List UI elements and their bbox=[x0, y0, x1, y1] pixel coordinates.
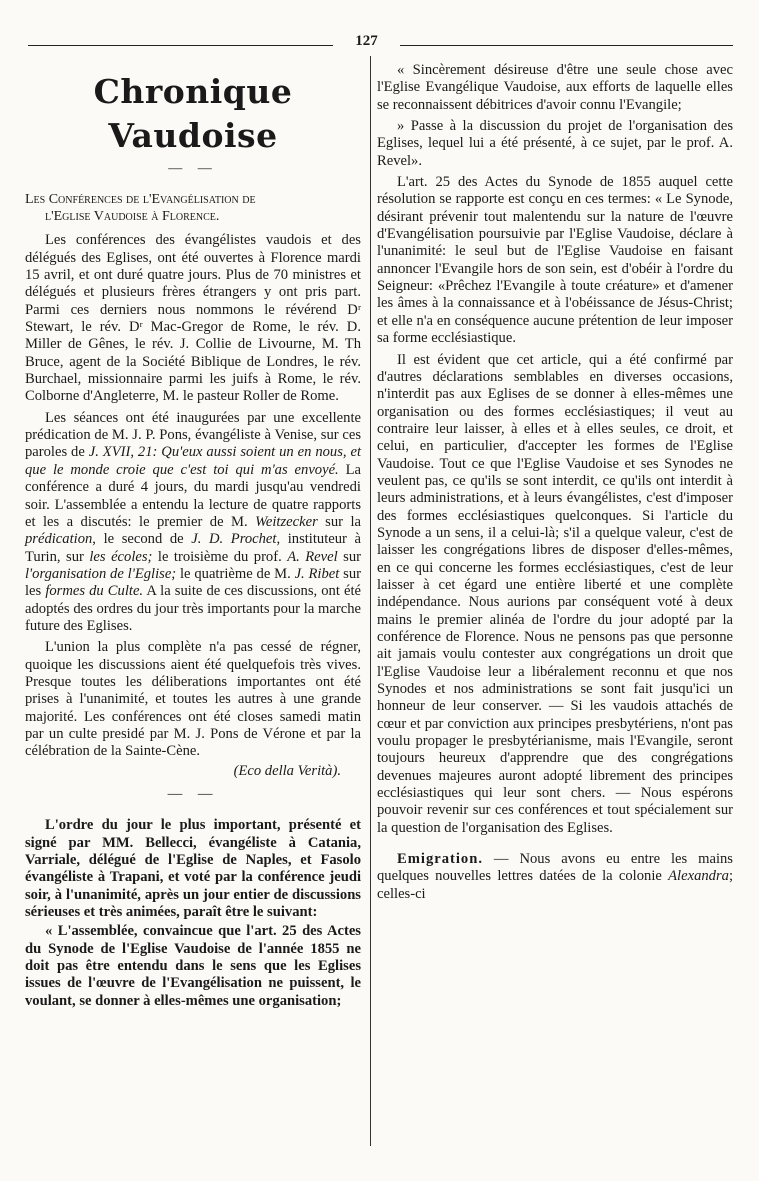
report-topic: les écoles; bbox=[89, 548, 153, 565]
paragraph-quote-continued: « Sincèrement désireuse d'être une seule chose avec l'Eglise Evangélique Vaudoise, aux efforts de laquelle elles se reconnaissent débitrices d'avoir connu l'Evangile; bbox=[377, 62, 733, 113]
section-heading-line1: Les Conférences de l'Evangélisation de bbox=[25, 192, 256, 208]
page-number: 127 bbox=[355, 33, 378, 49]
speaker-name: J. D. Prochet bbox=[191, 531, 277, 548]
paragraph-passe: » Passe à la discussion du projet de l'organisation des Eglises, lequel lui a été présenté, à ce sujet, par le prof. A. Revel». bbox=[377, 118, 733, 169]
header-rule-right bbox=[400, 45, 733, 46]
text-run: — Nous avons eu entre les mains quelques nouvelles lettres datées de la colonie bbox=[377, 851, 733, 885]
colony-name: Alexandra bbox=[668, 868, 729, 885]
header-rule-left bbox=[28, 45, 333, 46]
column-divider bbox=[370, 56, 371, 1146]
text-run: Les séances ont été inaugurées par une excellente prédication de M. J. P. Pons, évangéliste à Venise, sur ces paroles de bbox=[25, 409, 361, 461]
paragraph-union: L'union la plus complète n'a pas cessé de régner, quoique les discussions aient été quelquefois très vives. Presque toutes les déliberations importantes ont été prises à l'unanimité, et toutes les autres à une grande majorité. Les conférences ont été closes samedi matin par un culte presidé par M. J. Pons de Vérone et par la célébration de la Sainte-Cène. bbox=[25, 639, 361, 760]
paragraph-resolution-quote: « L'assemblée, convaincue que l'art. 25 des Actes du Synode de l'Eglise Vaudoise de l'année 1855 ne doit pas être entendu dans le sens que les Eglises issues de l'œuvre de l'Evangélisation ne puissent, le voulant, se donner à elles-mêmes une organisation; bbox=[25, 923, 361, 1009]
section-separator: — — bbox=[167, 786, 219, 802]
page-title: Chronique Vaudoise bbox=[93, 72, 293, 155]
source-citation: (Eco della Verità). bbox=[233, 762, 341, 779]
text-run: , instituteur à Turin, sur bbox=[25, 531, 361, 565]
resolution-block bbox=[25, 817, 361, 1010]
paragraph-emigration bbox=[377, 851, 733, 903]
emigration-heading: Emigration. bbox=[397, 851, 483, 868]
paragraph-conferences: Les conférences des évangélistes vaudois et des délégués des Eglises, ont été ouvertes à Florence mardi 15 avril, et ont duré quatre jours. Plus de 70 ministres et délégués et plusieurs frères étrangers y ont pris part. Parmi ces derniers nous nommons le révérend Dʳ Stewart, le rév. Dʳ Mac-Gregor de Rome, le rév. D. Miller de Gênes, le rév. J. Collie de Livourne, M. Th Bruce, agent de la Société Biblique de Londres, le rév. Burchael, missionnaire parmi les juifs à Rome, le rév. Colborne d'Angleterre, M. le pasteur Roller de Rome. bbox=[25, 232, 361, 405]
speaker-name: A. Revel bbox=[287, 548, 338, 565]
left-column bbox=[25, 62, 361, 1010]
text-run: La conférence a duré 4 jours, du mardi jusqu'au vendredi soir. L'assemblée a entendu la lecture de quatre rapports et les a discutés: le premier de M. bbox=[25, 461, 362, 530]
right-column bbox=[377, 62, 733, 903]
text-run: sur la bbox=[317, 513, 361, 530]
section-heading bbox=[25, 191, 361, 225]
speaker-name: J. Ribet bbox=[294, 565, 340, 582]
text-run: ; celles-ci bbox=[377, 868, 733, 902]
text-run: le quatrième de M. bbox=[176, 565, 295, 582]
scripture-quote: J. XVII, 21: Qu'eux aussi soient un en nous, et que le monde croie que c'est toi qui m'as envoyé. bbox=[25, 444, 362, 478]
paragraph-seances bbox=[25, 410, 361, 635]
speaker-name: Weitzecker bbox=[255, 513, 318, 530]
text-run: sur bbox=[337, 548, 361, 565]
text-run: le troisième du prof. bbox=[152, 548, 288, 565]
title-separator: — — bbox=[168, 161, 218, 176]
text-run: A la suite de ces discussions, ont été adoptés des ordres du jour très importants pour la marche future des Eglises. bbox=[25, 583, 361, 634]
text-run: , le second de bbox=[92, 531, 192, 548]
report-topic: prédication bbox=[25, 531, 93, 548]
paragraph-article-25: L'art. 25 des Actes du Synode de 1855 auquel cette résolution se rapporte est conçu en ces termes: « Le Synode, désirant prévenir tout malentendu sur la nature de l'œuvre d'Evangélisation poursuivie par l'Eglise Vaudoise, déclare à l'unanimité: le seul but de l'Eglise Vaudoise en faisant annoncer l'Evangile hors de son sein, est d'obéir à l'ordre du Seigneur: «Prêchez l'Evangile à toute créature» et d'amener les âmes à la connaissance et à l'obéissance de Jésus-Christ; et elle n'a en conséquence aucune prétention de leur imposer sa forme ecclésiastique. bbox=[377, 174, 733, 347]
report-topic: l'organisation de l'Eglise; bbox=[25, 565, 177, 582]
paragraph-commentary: Il est évident que cet article, qui a été confirmé par d'autres déclarations semblables en diverses occasions, n'interdit pas aux Eglises de se donner à elles-mêmes une organisation ou des formes ecclésiastiques; il veut au contraire leur laisser, à elles et à elles seules, ce droit, et celui, en particulier, d'accepter les formes de l'Eglise Vaudoise. Tout ce que l'Eglise Vaudoise et ses Synodes ne veulent pas, ce qu'ils se sont interdit, ce qu'ils ont interdit à leurs administrations, et à leurs évangélistes, c'est d'imposer des formes ecclésiastiques quelconques. Si l'article du Synode a un sens, il a celui-là; s'il a quelque valeur, c'est de laisser les congrégations libres de disposer d'elles-mêmes, en ce qui concerne les formes ecclésiastiques, c'est de leur laisser à cet égard une entière liberté et une complète indépendance. Nous aurions par conséquent voté à deux mains le premier alinéa de l'ordre du jour adopté par la conférence de Florence. Nous ne pensons pas que personne ait jamais voulu contester aux congrégations un droit que l'Eglise Vaudoise leur a libéralement reconnu et que nos Synodes et nos administrations se sont fait jusqu'ici un honneur de leur conserver. — Si les vaudois attachés de cœur et par conviction aux principes presbytériens, n'ont pas voulu propager le presbytérianisme, mais l'Evangile, seront toujours heureux d'apprendre que des congrégations devenues majeures auront adopté librement des principes ecclésiastiques qui leur sont chers. — Nous espérons pouvoir revenir sur ces conférences et tout spécialement sur la question de l'organisation des Eglises. bbox=[377, 351, 733, 836]
report-topic: formes du Culte. bbox=[45, 583, 144, 600]
paragraph-ordre-du-jour: L'ordre du jour le plus important, présenté et signé par MM. Bellecci, évangéliste à Catania, Varriale, délégué de l'Eglise de Naples, et Fasolo évangéliste à Trapani, et voté par la conférence jeudi soir, à l'unanimité, après un jour entier de discussions sérieuses et très animées, paraît être le suivant: bbox=[25, 817, 361, 921]
page-header bbox=[28, 33, 733, 55]
section-heading-line2: l'Eglise Vaudoise à Florence. bbox=[45, 209, 220, 225]
text-run: sur les bbox=[25, 565, 361, 600]
